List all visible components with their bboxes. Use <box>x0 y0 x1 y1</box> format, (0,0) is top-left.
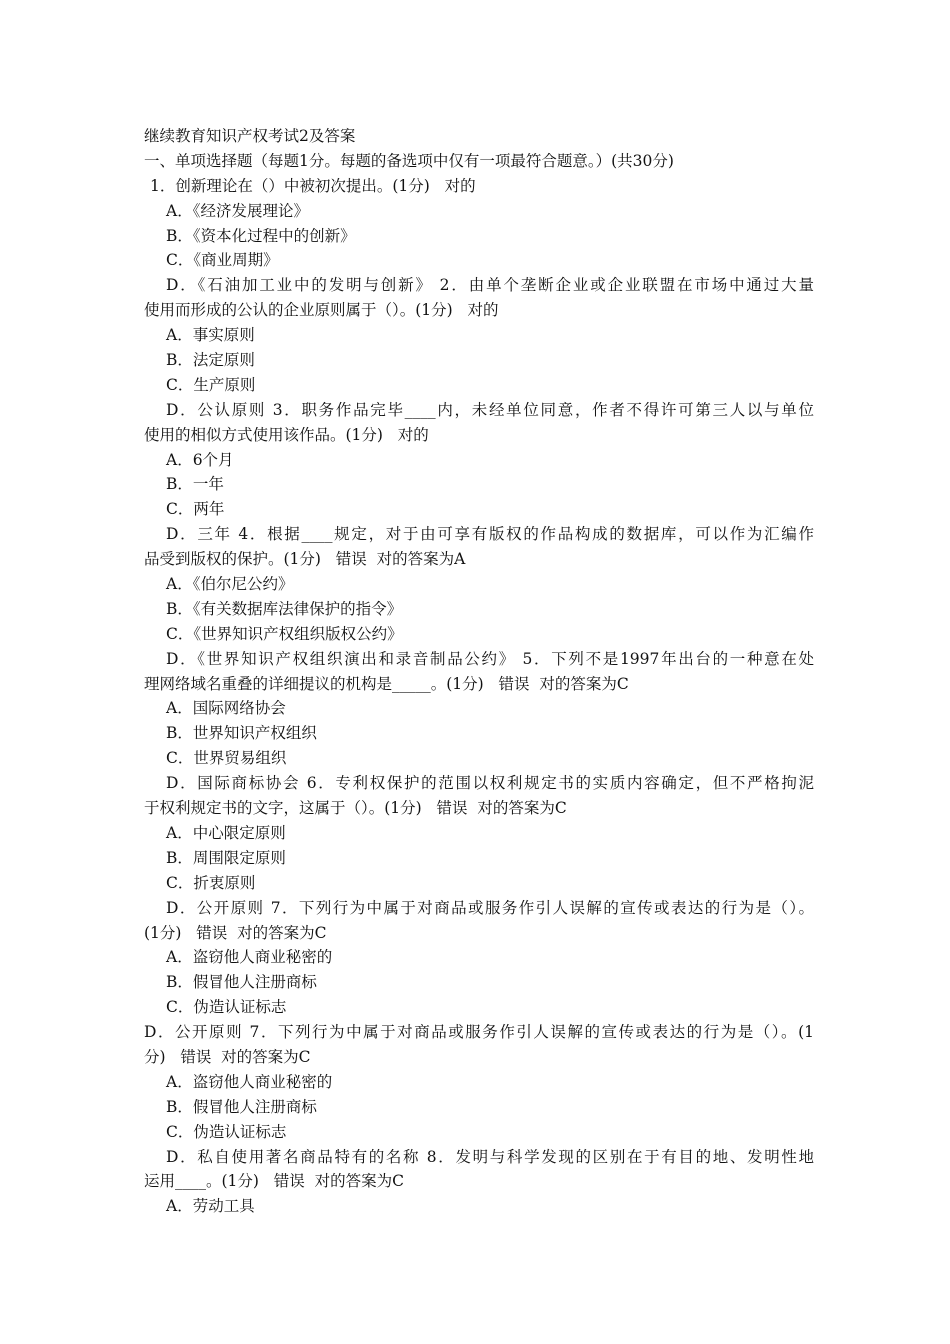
option-line: A．盗窃他人商业秘密的 <box>166 948 333 967</box>
option-line: A．劳动工具 <box>166 1197 255 1216</box>
option-line: A．6个月 <box>166 450 234 469</box>
option-line: C．《商业周期》 <box>166 251 279 270</box>
option-with-question-6: D．国际商标协会 6．专利权保护的范围以权利规定书的实质内容确定，但不严格拘泥 <box>166 774 814 793</box>
option-line: A．《伯尔尼公约》 <box>166 575 294 594</box>
option-line: C．世界贸易组织 <box>166 749 287 768</box>
question-continuation: (1分) 错误 对的答案为C <box>144 923 327 942</box>
option-with-question-4: D．三年 4．根据____规定，对于由可享有版权的作品构成的数据库，可以作为汇编作 <box>166 525 814 544</box>
question-continuation: 使用的相似方式使用该作品。(1分) 对的 <box>144 425 429 444</box>
option-line: B．一年 <box>166 475 224 494</box>
question-continuation: 于权利规定书的文字，这属于（）。(1分) 错误 对的答案为C <box>144 799 567 818</box>
option-line: A．盗窃他人商业秘密的 <box>166 1072 333 1091</box>
option-line: A．中心限定原则 <box>166 823 286 842</box>
option-with-question-7-repeat: D．公开原则 7．下列行为中属于对商品或服务作引人误解的宣传或表达的行为是（）。(1 <box>144 1023 814 1042</box>
option-line: B．法定原则 <box>166 351 255 370</box>
question-1: 1．创新理论在（）中被初次提出。(1分) 对的 <box>150 176 476 195</box>
option-with-question-8: D．私自使用著名商品特有的名称 8．发明与科学发现的区别在于有目的地、发明性地 <box>166 1147 814 1166</box>
option-line: C．伪造认证标志 <box>166 1122 287 1141</box>
option-line: C．生产原则 <box>166 375 256 394</box>
document-body <box>144 124 814 1219</box>
option-line: A．《经济发展理论》 <box>166 201 309 220</box>
option-line: B．假冒他人注册商标 <box>166 973 317 992</box>
question-continuation: 理网络域名重叠的详细提议的机构是_____。(1分) 错误 对的答案为C <box>144 674 629 693</box>
option-line: C．《世界知识产权组织版权公约》 <box>166 624 403 643</box>
question-continuation: 运用____。(1分) 错误 对的答案为C <box>144 1172 404 1191</box>
option-line: B．《有关数据库法律保护的指令》 <box>166 599 403 618</box>
option-line: B．世界知识产权组织 <box>166 724 317 743</box>
option-line: C．两年 <box>166 500 225 519</box>
document-title: 继续教育知识产权考试2及答案 <box>144 127 356 145</box>
option-line: C．折衷原则 <box>166 873 256 892</box>
question-continuation: 品受到版权的保护。(1分) 错误 对的答案为A <box>144 550 466 569</box>
option-line: B．《资本化过程中的创新》 <box>166 226 356 245</box>
option-with-question-3: D．公认原则 3．职务作品完毕____内，未经单位同意，作者不得许可第三人以与单位 <box>166 400 814 419</box>
option-line: C．伪造认证标志 <box>166 998 287 1017</box>
option-line: A．国际网络协会 <box>166 699 286 718</box>
section-heading: 一、单项选择题（每题1分。每题的备选项中仅有一项最符合题意。）(共30分) <box>144 151 674 170</box>
option-line: B．周围限定原则 <box>166 848 286 867</box>
option-with-question-7: D．公开原则 7．下列行为中属于对商品或服务作引人误解的宣传或表达的行为是（）。 <box>166 898 814 917</box>
option-line: A．事实原则 <box>166 326 255 345</box>
option-with-question-2: D．《石油加工业中的发明与创新》 2．由单个垄断企业或企业联盟在市场中通过大量 <box>166 276 814 295</box>
question-continuation: 使用而形成的公认的企业原则属于（）。(1分) 对的 <box>144 301 499 320</box>
question-continuation: 分) 错误 对的答案为C <box>144 1047 311 1066</box>
option-line: B．假冒他人注册商标 <box>166 1097 317 1116</box>
option-with-question-5: D．《世界知识产权组织演出和录音制品公约》 5．下列不是1997年出台的一种意在处 <box>166 649 814 668</box>
